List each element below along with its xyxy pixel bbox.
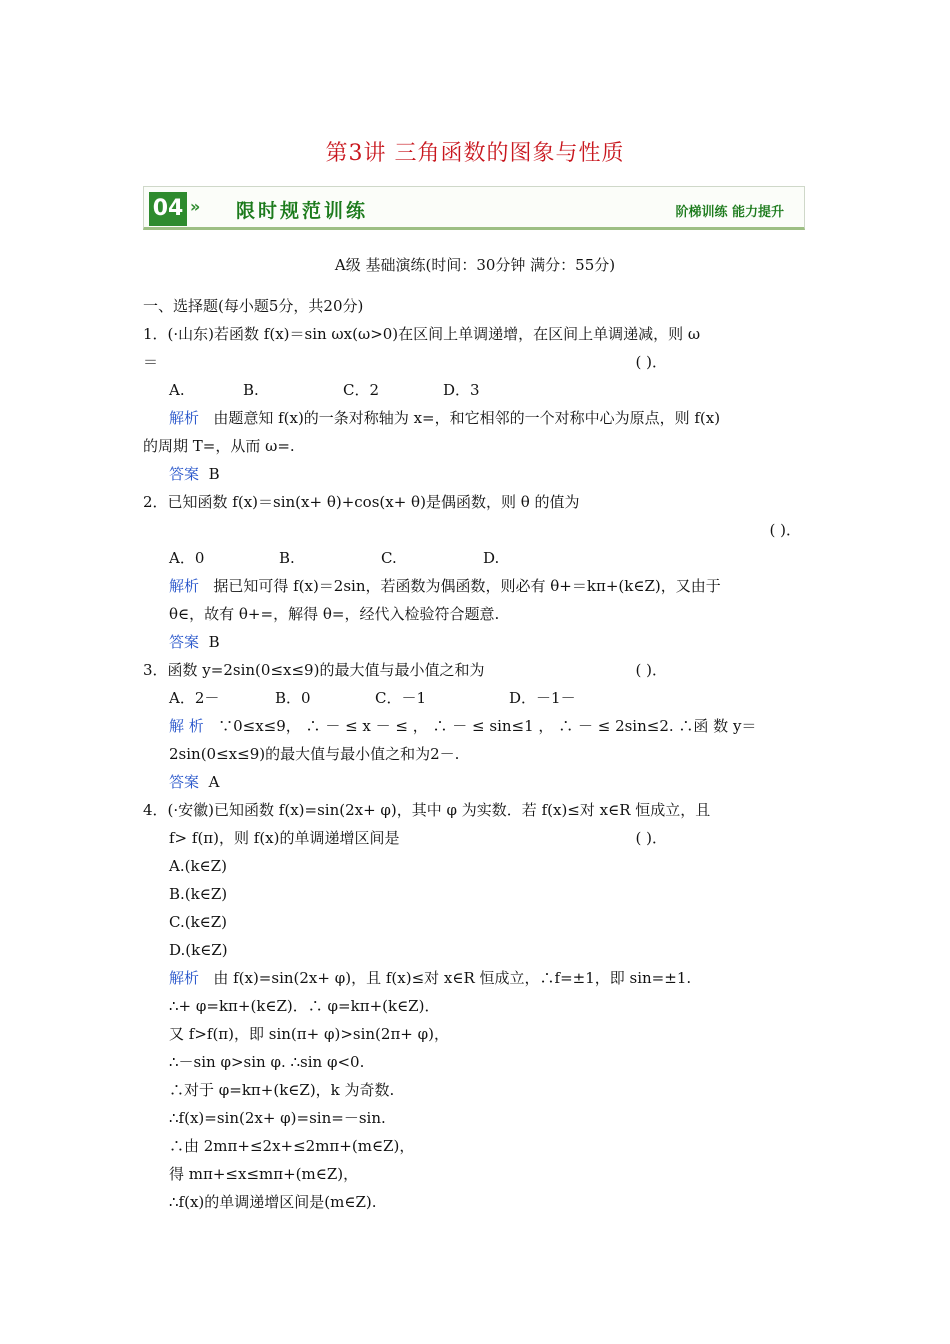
analysis-line [143,712,807,740]
answer-paren: ( )． [769,521,801,539]
analysis-step: ∴－sin φ>sin φ. ∴sin φ<0. [169,1053,365,1071]
answer-label: 答案 [169,773,200,791]
question-1-line-2 [143,348,807,376]
analysis-step: ∴f(x)=sin(2x+ φ)=sin=－sin. [169,1109,386,1127]
option-c: C．2 [343,381,380,399]
analysis-step: ∴+ φ=kπ+(k∈Z)．∴ φ=kπ+(k∈Z)． [169,997,440,1015]
banner-number: 04 [149,192,187,226]
option-d: D. [483,549,500,567]
option-c: C. [381,549,397,567]
answer-paren: ( )． [635,829,667,847]
option-a: A．2－ [169,689,220,707]
option-d: D.(k∈Z) [169,941,228,959]
question-1-line-1: 1．(·山东)若函数 f(x)＝sin ωx(ω>0)在区间上单调递增，在区间上单调递减，则 ω [143,325,701,343]
analysis-text: 据已知可得 f(x)＝2sin，若函数为偶函数，则必有 θ+＝kπ+(k∈Z)，又由于 [213,577,721,595]
question-3-line-1 [143,656,807,684]
analysis-continuation: 的周期 T=，从而 ω=. [143,437,295,455]
section-heading: 一、选择题(每小题5分，共20分) [143,297,364,315]
question-2-options [143,544,807,572]
answer-paren: ( )． [635,353,667,371]
option-c: C．－1 [375,689,427,707]
option-a: A．0 [169,549,205,567]
analysis-line [143,572,807,600]
option-c: C.(k∈Z) [169,913,228,931]
option-d: D．3 [443,381,480,399]
analysis-text: 由 f(x)=sin(2x+ φ)，且 f(x)≤对 x∈R 恒成立，∴f=±1，即 sin=±1. [213,969,692,987]
question-4-line-2 [143,824,807,852]
option-b: B. [243,381,259,399]
question-4-text: f> f(π)，则 f(x)的单调递增区间是 [169,829,400,847]
answer-label: 答案 [169,465,200,483]
option-b: B. [279,549,295,567]
answer-label: 答案 [169,633,200,651]
banner-subtitle: 阶梯训练 能力提升 [675,205,784,220]
question-3-options [143,684,807,712]
analysis-label: 解析 [169,969,200,987]
document-body [143,292,807,1216]
analysis-step: 得 mπ+≤x≤mπ+(m∈Z)， [169,1165,359,1183]
option-a: A.(k∈Z) [169,857,227,875]
analysis-line [143,964,807,992]
answer-value: B [208,633,220,651]
analysis-text: ∵0≤x≤9， ∴ － ≤ x － ≤ ， ∴ － ≤ sin≤1 ， ∴ － ≤ 2sin≤2. ∴函 数 y＝ [218,717,757,735]
option-b: B．0 [275,689,311,707]
analysis-label: 解析 [169,577,200,595]
option-d: D．－1－ [509,689,576,707]
level-heading: A级 基础演练(时间：30分钟 满分：55分) [334,256,616,274]
analysis-continuation: θ∈，故有 θ+=，解得 θ=，经代入检验符合题意. [169,605,500,623]
answer-line [143,460,807,488]
analysis-label: 解析 [169,409,200,427]
chevron-icon: » [190,197,201,216]
question-1-options [143,376,807,404]
analysis-text: 由题意知 f(x)的一条对称轴为 x=，和它相邻的一个对称中心为原点，则 f(x) [213,409,721,427]
analysis-step: ∴f(x)的单调递增区间是(m∈Z). [169,1193,377,1211]
analysis-step: ∴对于 φ=kπ+(k∈Z)，k 为奇数. [169,1081,395,1099]
answer-value: B [208,465,220,483]
analysis-line [143,404,807,432]
answer-line [143,768,807,796]
question-2-line-2 [143,516,807,544]
analysis-continuation: 2sin(0≤x≤9)的最大值与最小值之和为2－. [169,745,460,763]
question-2-line-1: 2．已知函数 f(x)＝sin(x+ θ)+cos(x+ θ)是偶函数，则 θ 的值为 [143,493,580,511]
option-a: A. [169,381,185,399]
section-banner [143,186,805,230]
analysis-step: 又 f>f(π)，即 sin(π+ φ)>sin(2π+ φ)， [169,1025,449,1043]
answer-line [143,628,807,656]
answer-paren: ( )． [635,661,667,679]
analysis-step: ∴由 2mπ+≤2x+≤2mπ+(m∈Z)， [169,1137,415,1155]
option-b: B.(k∈Z) [169,885,228,903]
page-title: 第3讲 三角函数的图象与性质 [325,141,625,166]
analysis-label: 解 析 [169,717,204,735]
answer-value: A [208,773,220,791]
question-4-line-1: 4．(·安徽)已知函数 f(x)=sin(2x+ φ)，其中 φ 为实数．若 f(x)≤对 x∈R 恒成立，且 [143,801,711,819]
banner-title: 限时规范训练 [236,200,369,222]
question-3-text: 3．函数 y=2sin(0≤x≤9)的最大值与最小值之和为 [143,661,485,679]
question-1-equals: ＝ [143,353,159,371]
